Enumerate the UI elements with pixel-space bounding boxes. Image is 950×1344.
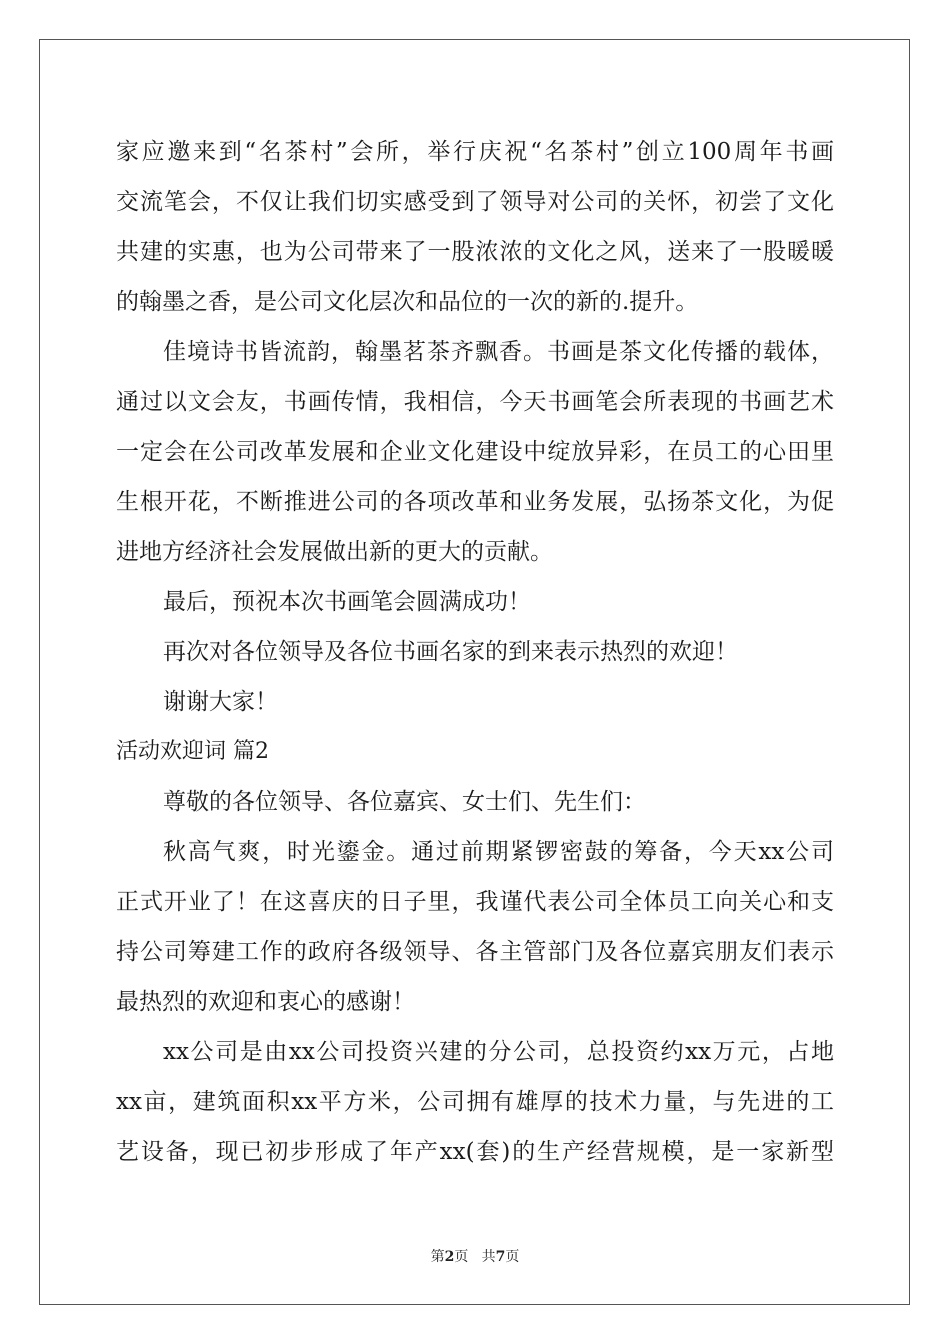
- text-line: 正式开业了！在这喜庆的日子里，我谨代表公司全体员工向关心和支: [116, 889, 834, 915]
- text-line: 艺设备，现已初步形成了年产xx(套)的生产经营规模，是一家新型: [116, 1139, 834, 1165]
- text-line: 进地方经济社会发展做出新的更大的贡献。: [116, 539, 553, 565]
- text-line: 最热烈的欢迎和衷心的感谢！: [116, 989, 415, 1015]
- text-line: 交流笔会，不仅让我们切实感受到了领导对公司的关怀，初尝了文化: [116, 189, 834, 215]
- document-body: [116, 127, 834, 1177]
- text-line: xx公司是由xx公司投资兴建的分公司，总投资约xx万元，占地: [163, 1039, 834, 1065]
- footer-total-suffix: 页: [505, 1249, 520, 1265]
- text-line: 生根开花，不断推进公司的各项改革和业务发展，弘扬茶文化，为促: [116, 489, 834, 515]
- text-line: 持公司筹建工作的政府各级领导、各主管部门及各位嘉宾朋友们表示: [116, 939, 834, 965]
- text-line: 尊敬的各位领导、各位嘉宾、女士们、先生们：: [163, 789, 646, 815]
- footer-page-total: 7: [495, 1249, 506, 1265]
- text-line: 通过以文会友，书画传情，我相信，今天书画笔会所表现的书画艺术: [116, 389, 834, 415]
- text-line: 的翰墨之香，是公司文化层次和品位的一次的新的.提升。: [116, 289, 699, 315]
- text-line: 再次对各位领导及各位书画名家的到来表示热烈的欢迎！: [163, 639, 738, 665]
- text-line: 共建的实惠，也为公司带来了一股浓浓的文化之风，送来了一股暖暖: [116, 239, 834, 265]
- text-line: 最后，预祝本次书画笔会圆满成功！: [163, 589, 531, 615]
- footer-page-current: 2: [444, 1249, 455, 1265]
- text-line: 家应邀来到“名茶村”会所，举行庆祝“名茶村”创立100周年书画: [116, 139, 834, 165]
- section-heading: 活动欢迎词 篇2: [116, 739, 269, 764]
- text-line: 秋高气爽，时光鎏金。通过前期紧锣密鼓的筹备，今天xx公司: [163, 839, 834, 865]
- page-footer: [0, 1246, 950, 1266]
- text-line: 一定会在公司改革发展和企业文化建设中绽放异彩，在员工的心田里: [116, 439, 834, 465]
- text-line: 谢谢大家！: [163, 689, 278, 715]
- text-line: 佳境诗书皆流韵，翰墨茗茶齐飘香。书画是茶文化传播的载体，: [163, 339, 834, 365]
- footer-total-prefix: 共: [481, 1249, 496, 1265]
- footer-page-prefix: 第: [430, 1249, 445, 1265]
- footer-page-suffix: 页: [454, 1249, 469, 1265]
- text-line: xx亩，建筑面积xx平方米，公司拥有雄厚的技术力量，与先进的工: [116, 1089, 834, 1115]
